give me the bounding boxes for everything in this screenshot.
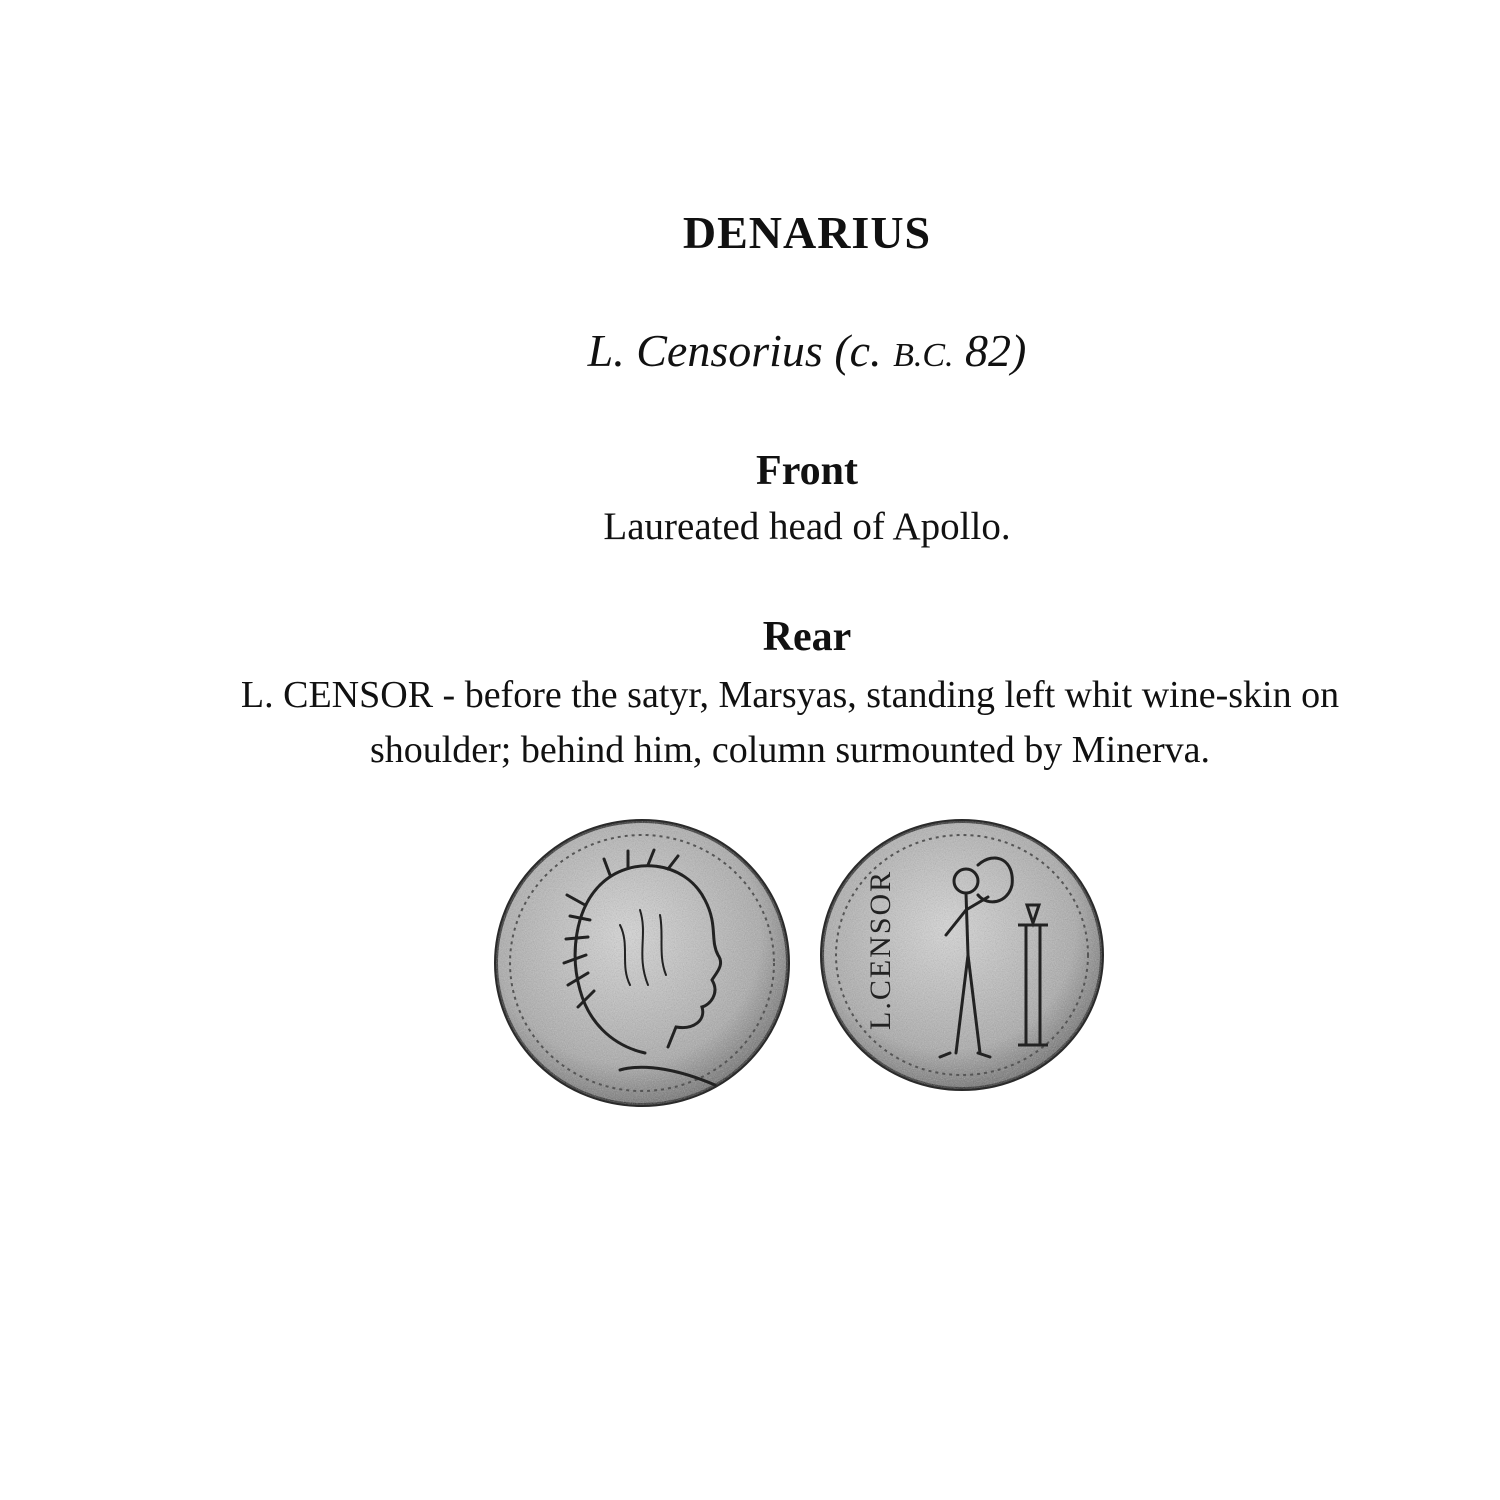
page-title: DENARIUS xyxy=(682,207,932,258)
date-year: 82) xyxy=(965,325,1027,376)
reverse-legend: L.CENSOR xyxy=(864,869,897,1030)
coin-images xyxy=(480,815,1120,1115)
front-heading: Front xyxy=(756,448,858,494)
rear-description-line-1: L. CENSOR - before the satyr, Marsyas, standing left whit wine-skin on xyxy=(240,674,1340,716)
rear-heading: Rear xyxy=(762,614,852,660)
moneyer-name: L. Censorius xyxy=(587,325,823,376)
moneyer-date xyxy=(57,323,1500,384)
obverse-coin-image xyxy=(496,821,788,1105)
date-open: (c. xyxy=(834,325,882,376)
date-era: B.C. xyxy=(893,337,954,374)
rear-description-line-2: shoulder; behind him, column surmounted by Minerva. xyxy=(369,729,1211,771)
reverse-coin-image xyxy=(822,821,1102,1089)
front-description: Laureated head of Apollo. xyxy=(603,505,1011,548)
rear-description xyxy=(40,668,1500,778)
